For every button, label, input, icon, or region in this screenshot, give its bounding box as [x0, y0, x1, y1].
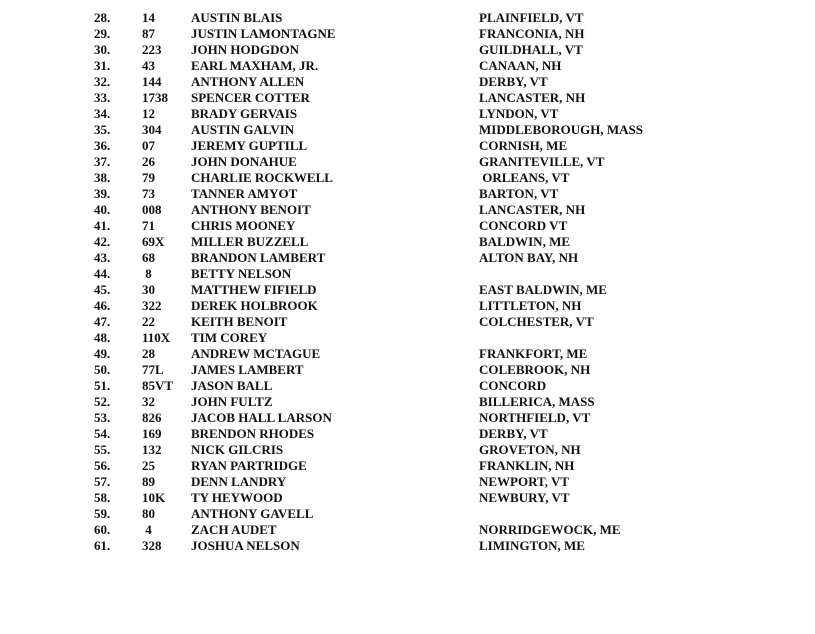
finish-position: 42. [94, 234, 111, 249]
finish-position: 45. [94, 282, 111, 297]
result-row [0, 218, 815, 234]
hometown: LITTLETON, NH [479, 298, 582, 313]
finish-position: 52. [94, 394, 111, 409]
car-number: 69X [142, 234, 165, 249]
result-row [0, 362, 815, 378]
hometown: BALDWIN, ME [479, 234, 571, 249]
car-number: 144 [142, 74, 162, 89]
result-row [0, 58, 815, 74]
driver-name: MATTHEW FIFIELD [191, 282, 317, 297]
result-row [0, 442, 815, 458]
driver-name: DENN LANDRY [191, 474, 287, 489]
driver-name: JAMES LAMBERT [191, 362, 304, 377]
hometown: CANAAN, NH [479, 58, 562, 73]
driver-name: KEITH BENOIT [191, 314, 288, 329]
finish-position: 57. [94, 474, 111, 489]
driver-name: ANTHONY ALLEN [191, 74, 305, 89]
driver-name: CHARLIE ROCKWELL [191, 170, 333, 185]
result-row [0, 170, 815, 186]
finish-position: 36. [94, 138, 111, 153]
hometown: LANCASTER, NH [479, 202, 586, 217]
finish-position: 58. [94, 490, 111, 505]
finish-position: 54. [94, 426, 111, 441]
finish-position: 61. [94, 538, 111, 553]
hometown: FRANKLIN, NH [479, 458, 575, 473]
car-number: 89 [142, 474, 155, 489]
hometown: NORTHFIELD, VT [479, 410, 591, 425]
car-number: 826 [142, 410, 162, 425]
hometown: ALTON BAY, NH [479, 250, 579, 265]
driver-name: JOHN FULTZ [191, 394, 273, 409]
car-number: 79 [142, 170, 155, 185]
hometown: EAST BALDWIN, ME [479, 282, 607, 297]
result-row [0, 234, 815, 250]
result-row [0, 154, 815, 170]
hometown: BILLERICA, MASS [479, 394, 595, 409]
finish-position: 35. [94, 122, 111, 137]
hometown: FRANCONIA, NH [479, 26, 585, 41]
result-row [0, 74, 815, 90]
driver-name: EARL MAXHAM, JR. [191, 58, 319, 73]
finish-position: 46. [94, 298, 111, 313]
driver-name: ANTHONY BENOIT [191, 202, 311, 217]
hometown: GROVETON, NH [479, 442, 581, 457]
finish-position: 44. [94, 266, 111, 281]
hometown: NEWBURY, VT [479, 490, 570, 505]
car-number: 26 [142, 154, 155, 169]
driver-name: BRENDON RHODES [191, 426, 315, 441]
result-row [0, 42, 815, 58]
car-number: 14 [142, 10, 155, 25]
car-number: 28 [142, 346, 155, 361]
driver-name: ANDREW MCTAGUE [191, 346, 321, 361]
driver-name: AUSTIN BLAIS [191, 10, 283, 25]
driver-name: JASON BALL [191, 378, 273, 393]
result-row [0, 10, 815, 26]
car-number: 008 [142, 202, 162, 217]
finish-position: 43. [94, 250, 111, 265]
driver-name: BRANDON LAMBERT [191, 250, 326, 265]
finish-position: 33. [94, 90, 111, 105]
car-number: 10K [142, 490, 166, 505]
result-row [0, 26, 815, 42]
car-number: 73 [142, 186, 155, 201]
hometown: LYNDON, VT [479, 106, 559, 121]
car-number: 1738 [142, 90, 168, 105]
car-number: 12 [142, 106, 155, 121]
hometown: GRANITEVILLE, VT [479, 154, 605, 169]
finish-position: 39. [94, 186, 111, 201]
car-number: 30 [142, 282, 155, 297]
car-number: 85VT [142, 378, 174, 393]
result-row [0, 506, 815, 522]
finish-position: 31. [94, 58, 111, 73]
driver-name: JEREMY GUPTILL [191, 138, 308, 153]
result-row [0, 394, 815, 410]
finish-position: 32. [94, 74, 111, 89]
driver-name: BETTY NELSON [191, 266, 292, 281]
result-row [0, 298, 815, 314]
driver-name: NICK GILCRIS [191, 442, 284, 457]
finish-position: 53. [94, 410, 111, 425]
result-row [0, 346, 815, 362]
result-row [0, 186, 815, 202]
car-number: 71 [142, 218, 155, 233]
result-row [0, 282, 815, 298]
finish-position: 40. [94, 202, 111, 217]
driver-name: JOSHUA NELSON [191, 538, 300, 553]
hometown: CONCORD [479, 378, 547, 393]
result-row [0, 474, 815, 490]
hometown: PLAINFIELD, VT [479, 10, 584, 25]
car-number: 110X [142, 330, 171, 345]
car-number: 25 [142, 458, 155, 473]
car-number: 32 [142, 394, 155, 409]
result-row [0, 250, 815, 266]
driver-name: JOHN DONAHUE [191, 154, 297, 169]
driver-name: JOHN HODGDON [191, 42, 299, 57]
driver-name: TANNER AMYOT [191, 186, 298, 201]
hometown: GUILDHALL, VT [479, 42, 583, 57]
driver-name: MILLER BUZZELL [191, 234, 309, 249]
hometown: FRANKFORT, ME [479, 346, 588, 361]
driver-name: BRADY GERVAIS [191, 106, 298, 121]
driver-name: ANTHONY GAVELL [191, 506, 314, 521]
result-row [0, 90, 815, 106]
driver-name: RYAN PARTRIDGE [191, 458, 307, 473]
driver-name: TY HEYWOOD [191, 490, 283, 505]
hometown: BARTON, VT [479, 186, 559, 201]
hometown: COLEBROOK, NH [479, 362, 591, 377]
hometown: CORNISH, ME [479, 138, 568, 153]
result-row [0, 522, 815, 538]
result-row [0, 106, 815, 122]
hometown: ORLEANS, VT [479, 170, 570, 185]
car-number: 87 [142, 26, 155, 41]
finish-position: 56. [94, 458, 111, 473]
finish-position: 47. [94, 314, 111, 329]
car-number: 223 [142, 42, 162, 57]
car-number: 07 [142, 138, 155, 153]
car-number: 77L [142, 362, 164, 377]
result-row [0, 458, 815, 474]
finish-position: 30. [94, 42, 111, 57]
finish-position: 48. [94, 330, 111, 345]
result-row [0, 538, 815, 554]
result-row [0, 410, 815, 426]
hometown: DERBY, VT [479, 426, 548, 441]
result-row [0, 378, 815, 394]
hometown: COLCHESTER, VT [479, 314, 594, 329]
hometown: DERBY, VT [479, 74, 548, 89]
result-row [0, 138, 815, 154]
finish-position: 37. [94, 154, 111, 169]
hometown: LIMINGTON, ME [479, 538, 585, 553]
finish-position: 50. [94, 362, 111, 377]
finish-position: 38. [94, 170, 111, 185]
finish-position: 51. [94, 378, 111, 393]
car-number: 8 [142, 266, 152, 281]
finish-position: 29. [94, 26, 111, 41]
driver-name: JACOB HALL LARSON [191, 410, 332, 425]
driver-name: CHRIS MOONEY [191, 218, 296, 233]
result-row [0, 202, 815, 218]
result-row [0, 266, 815, 282]
car-number: 328 [142, 538, 162, 553]
finish-position: 60. [94, 522, 111, 537]
result-row [0, 330, 815, 346]
results-list [0, 10, 815, 554]
car-number: 4 [142, 522, 152, 537]
finish-position: 55. [94, 442, 111, 457]
finish-position: 28. [94, 10, 111, 25]
driver-name: TIM COREY [191, 330, 268, 345]
finish-position: 34. [94, 106, 111, 121]
car-number: 304 [142, 122, 162, 137]
car-number: 132 [142, 442, 162, 457]
finish-position: 49. [94, 346, 111, 361]
result-row [0, 490, 815, 506]
driver-name: ZACH AUDET [191, 522, 277, 537]
hometown: NEWPORT, VT [479, 474, 570, 489]
finish-position: 59. [94, 506, 111, 521]
car-number: 43 [142, 58, 155, 73]
result-row [0, 314, 815, 330]
car-number: 169 [142, 426, 162, 441]
finish-position: 41. [94, 218, 111, 233]
hometown: MIDDLEBOROUGH, MASS [479, 122, 643, 137]
hometown: NORRIDGEWOCK, ME [479, 522, 621, 537]
car-number: 80 [142, 506, 155, 521]
hometown: LANCASTER, NH [479, 90, 586, 105]
car-number: 68 [142, 250, 155, 265]
driver-name: DEREK HOLBROOK [191, 298, 318, 313]
result-row [0, 426, 815, 442]
car-number: 22 [142, 314, 155, 329]
hometown: CONCORD VT [479, 218, 568, 233]
driver-name: SPENCER COTTER [191, 90, 310, 105]
driver-name: JUSTIN LAMONTAGNE [191, 26, 336, 41]
driver-name: AUSTIN GALVIN [191, 122, 295, 137]
car-number: 322 [142, 298, 162, 313]
result-row [0, 122, 815, 138]
